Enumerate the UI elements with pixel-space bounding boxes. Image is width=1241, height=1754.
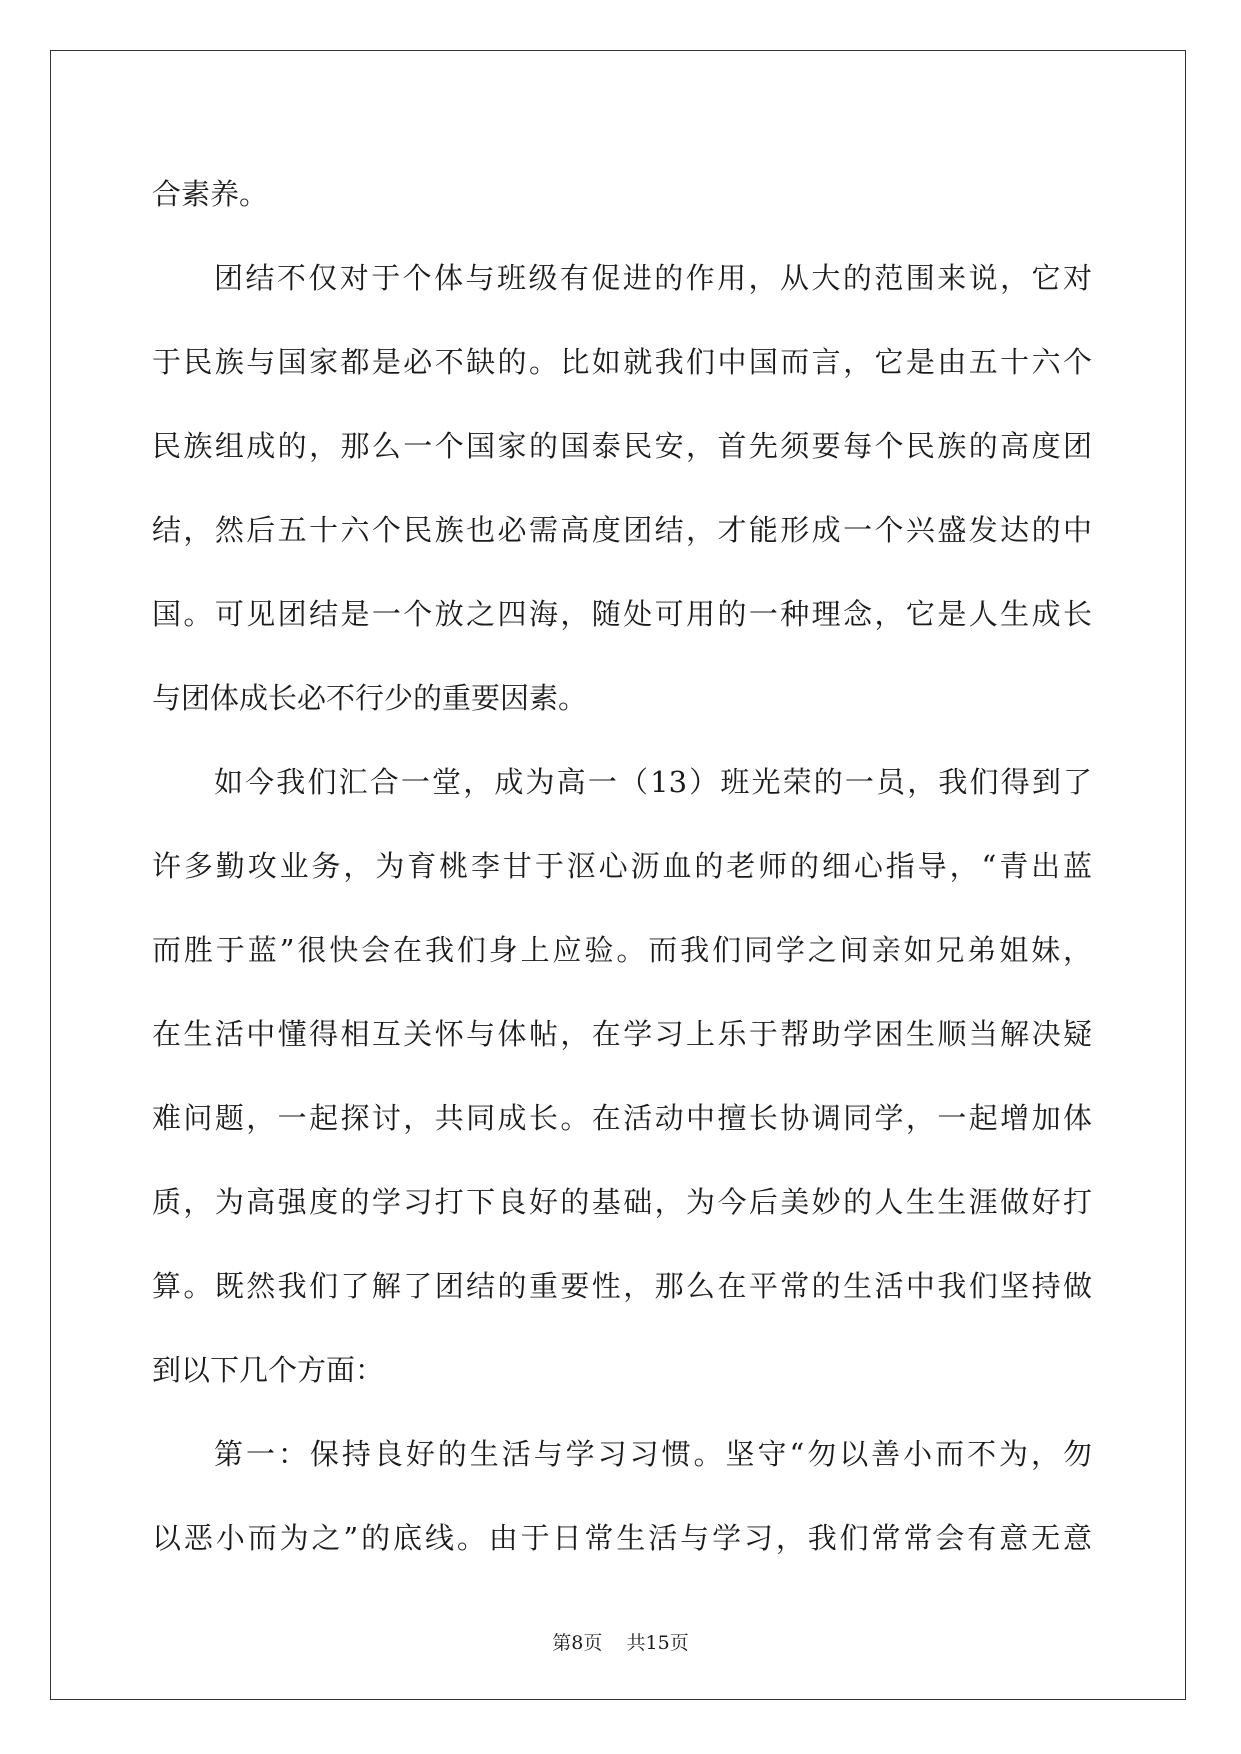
text-line: 如今我们汇合一堂，成为高一（13）班光荣的一员，我们得到了	[214, 765, 1092, 799]
document-body	[152, 152, 1092, 1580]
page-footer	[0, 1628, 1241, 1655]
text-line: 而胜于蓝”很快会在我们身上应验。而我们同学之间亲如兄弟姐妹，	[152, 933, 1092, 967]
page-total: 共15页	[626, 1632, 689, 1654]
text-line: 团结不仅对于个体与班级有促进的作用，从大的范围来说，它对	[214, 261, 1092, 295]
text-line: 质，为高强度的学习打下良好的基础，为今后美妙的人生生涯做好打	[152, 1185, 1092, 1219]
text-line: 国。可见团结是一个放之四海，随处可用的一种理念，它是人生成长	[152, 597, 1092, 631]
text-line: 与团体成长必不行少的重要因素。	[152, 681, 588, 715]
text-line: 到以下几个方面：	[152, 1353, 385, 1387]
text-line: 第一：保持良好的生活与学习习惯。坚守“勿以善小而不为，勿	[214, 1437, 1092, 1471]
text-line: 于民族与国家都是必不缺的。比如就我们中国而言，它是由五十六个	[152, 345, 1092, 379]
page-number: 第8页	[552, 1632, 603, 1654]
text-line: 民族组成的，那么一个国家的国泰民安，首先须要每个民族的高度团	[152, 429, 1092, 463]
text-line: 许多勤攻业务，为育桃李甘于沤心沥血的老师的细心指导，“青出蓝	[152, 849, 1092, 883]
text-line: 算。既然我们了解了团结的重要性，那么在平常的生活中我们坚持做	[152, 1269, 1092, 1303]
text-line: 以恶小而为之”的底线。由于日常生活与学习，我们常常会有意无意	[152, 1521, 1092, 1555]
text-line: 在生活中懂得相互关怀与体帖，在学习上乐于帮助学困生顺当解决疑	[152, 1017, 1092, 1051]
text-line: 结，然后五十六个民族也必需高度团结，才能形成一个兴盛发达的中	[152, 513, 1092, 547]
text-line: 合素养。	[152, 177, 269, 211]
text-line: 难问题，一起探讨，共同成长。在活动中擅长协调同学，一起增加体	[152, 1101, 1092, 1135]
